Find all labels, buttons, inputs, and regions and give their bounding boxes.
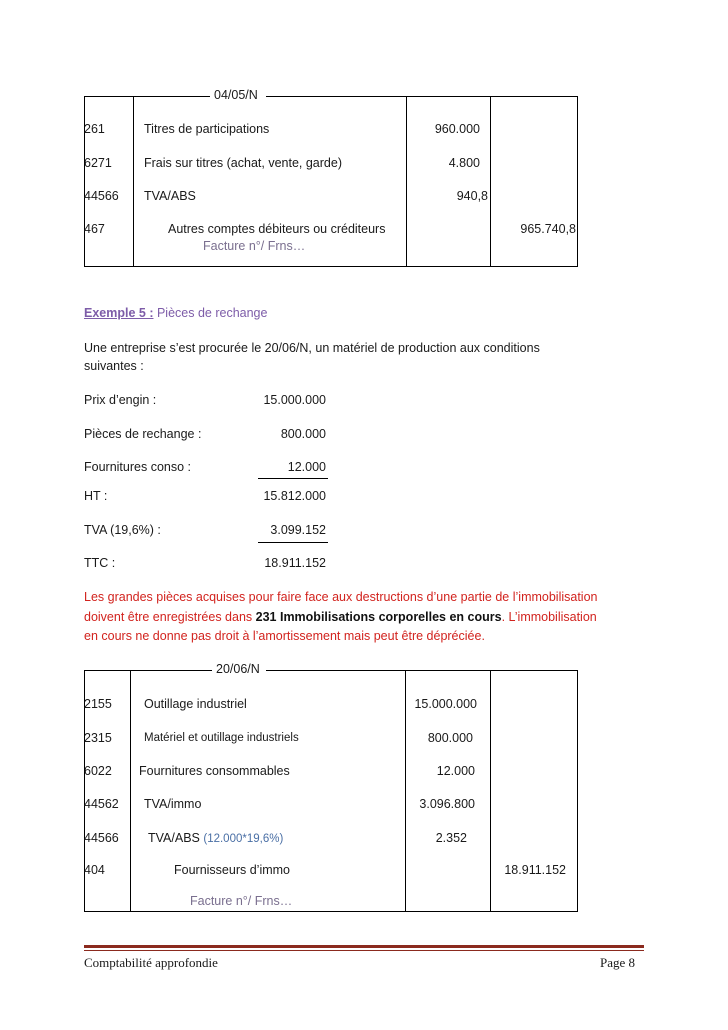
journal1-right-border	[577, 96, 578, 266]
journal1-row1-account: 261	[84, 122, 105, 136]
journal2-row5-account: 44566	[84, 831, 119, 845]
journal1-row3-label: TVA/ABS	[144, 189, 196, 203]
journal2-row1-account: 2155	[84, 697, 112, 711]
journal2-row6-account: 404	[84, 863, 105, 877]
journal1-row2-label: Frais sur titres (achat, vente, garde)	[144, 156, 342, 170]
journal2-row4-debit: 3.096.800	[419, 797, 475, 811]
journal2-row5-label: TVA/ABS	[148, 831, 200, 845]
journal1-note: Facture n°/ Frns…	[203, 239, 306, 253]
footer-title: Comptabilité approfondie	[84, 955, 218, 970]
journal2-top-line-left	[84, 670, 212, 671]
cost-value: 15.812.000	[263, 489, 326, 503]
journal2-row3-label: Fournitures consommables	[139, 764, 290, 778]
footer-page-number: Page 8	[600, 955, 636, 970]
journal1-row4-credit: 965.740,8	[520, 222, 576, 236]
example-title: Pièces de rechange	[156, 306, 268, 320]
rule-line3: en cours ne donne pas droit à l’amortissement mais peut être dépréciée.	[84, 629, 485, 643]
cost-label: Prix d’engin :	[84, 393, 157, 407]
journal2-row5-label-extra: (12.000*19,6%)	[203, 833, 284, 845]
journal2-top-line-right	[266, 670, 578, 671]
footer-rule-thin	[84, 950, 644, 951]
journal2-bottom-line	[84, 911, 578, 912]
journal2-row3-debit: 12.000	[436, 764, 475, 778]
journal1-row2-account: 6271	[84, 156, 112, 170]
journal2-row4-account: 44562	[84, 797, 119, 811]
example-intro-line1: Une entreprise s’est procurée le 20/06/N, un matériel de production aux conditions	[84, 341, 540, 355]
journal2-row2-label: Matériel et outillage industriels	[144, 732, 299, 744]
journal1-col-divider	[133, 96, 134, 266]
journal2-row4-label: TVA/immo	[144, 797, 202, 811]
journal1-row4-label: Autres comptes débiteurs ou créditeurs	[168, 222, 386, 236]
cost-value: 18.911.152	[264, 556, 326, 570]
journal1-row4-account: 467	[84, 222, 105, 236]
journal2-row2-debit: 800.000	[427, 731, 473, 745]
cost-value: 12.000	[287, 460, 326, 474]
journal2-col-divider	[130, 670, 131, 911]
journal2-row1-label: Outillage industriel	[144, 697, 247, 711]
journal2-row6-label: Fournisseurs d’immo	[174, 863, 291, 877]
journal1-date: 04/05/N	[214, 88, 258, 102]
journal1-row3-debit: 940,8	[456, 189, 488, 203]
journal1-credit-divider	[490, 96, 491, 266]
example-label: Exemple 5 :	[84, 306, 154, 320]
journal1-row1-debit: 960.000	[434, 122, 480, 136]
journal1-row1-label: Titres de participations	[144, 122, 270, 136]
rule-line2-end: . L’immobilisation	[501, 610, 597, 624]
cost-label: HT :	[84, 489, 108, 503]
example-heading	[84, 306, 267, 320]
journal2-row3-account: 6022	[84, 764, 112, 778]
rule-line1: Les grandes pièces acquises pour faire face aux destructions d’une partie de l’immobilisation	[84, 590, 598, 604]
journal1-top-line-right	[266, 96, 578, 97]
journal2-row5-debit: 2.352	[435, 831, 467, 845]
cost-label: TVA (19,6%) :	[84, 523, 161, 537]
subtotal-line	[258, 478, 328, 479]
cost-label: Pièces de rechange :	[84, 427, 202, 441]
footer-rule-thick	[84, 945, 644, 948]
journal2-date: 20/06/N	[216, 662, 260, 676]
cost-label: Fournitures conso :	[84, 460, 191, 474]
rule-account-name: 231 Immobilisations corporelles en cours	[255, 610, 502, 624]
journal1-row3-account: 44566	[84, 189, 119, 203]
cost-value: 15.000.000	[263, 393, 326, 407]
journal1-row2-debit: 4.800	[448, 156, 480, 170]
journal1-bottom-line	[84, 266, 578, 267]
journal2-row6-credit: 18.911.152	[504, 863, 566, 877]
cost-label: TTC :	[84, 556, 116, 570]
total-line	[258, 542, 328, 543]
example-intro-line2: suivantes :	[84, 359, 144, 373]
cost-value: 800.000	[280, 427, 326, 441]
journal2-right-border	[577, 670, 578, 911]
journal2-row1-debit: 15.000.000	[414, 697, 477, 711]
rule-line2-start: doivent être enregistrées dans	[84, 610, 256, 624]
cost-value: 3.099.152	[270, 523, 326, 537]
rule-line2	[84, 610, 597, 624]
journal2-row2-account: 2315	[84, 731, 112, 745]
journal2-note: Facture n°/ Frns…	[190, 894, 293, 908]
journal2-row5-label-wrap	[148, 831, 283, 845]
journal1-top-line-left	[84, 96, 210, 97]
